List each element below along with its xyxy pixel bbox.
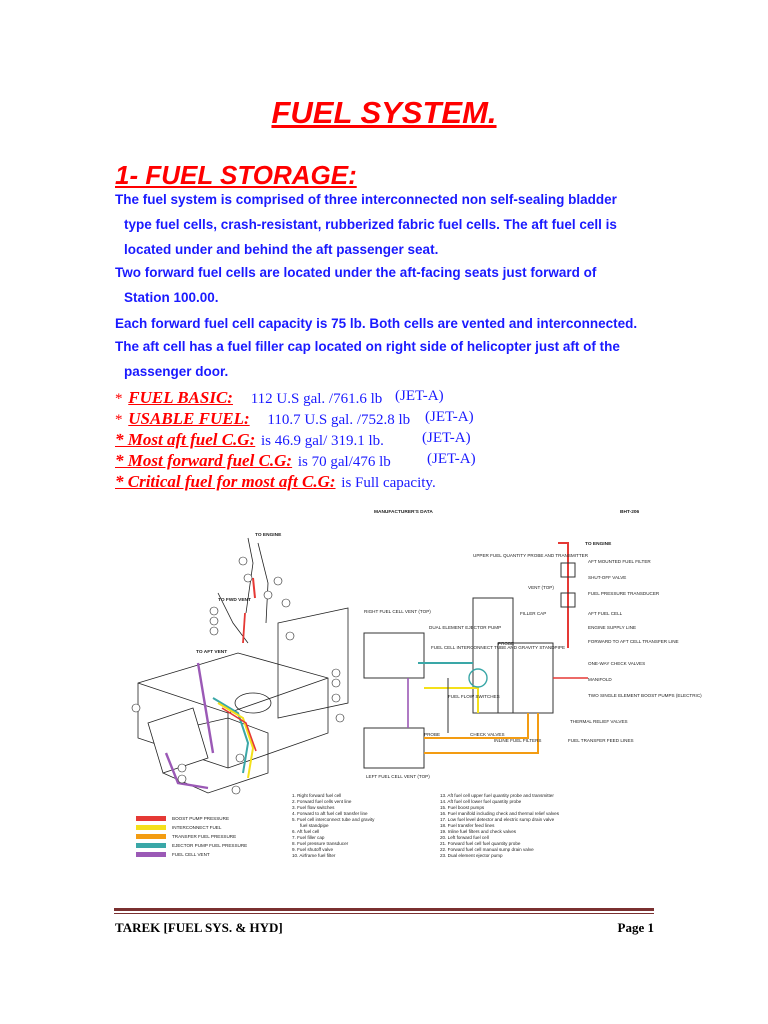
label-thermal-relief: THERMAL RELIEF VALVES [570, 719, 628, 724]
spec-fuel-type: (JET-A) [427, 451, 476, 467]
label-check-valves: ONE-WAY CHECK VALVES [588, 661, 646, 666]
part-item: 14. Aft fuel cell lower fuel quantity probe [440, 799, 522, 804]
footer-rule [114, 908, 654, 911]
legend-label: BOOST PUMP PRESSURE [172, 816, 230, 821]
paragraph-storage-4 [115, 334, 675, 384]
spec-label: FUEL BASIC: [128, 388, 233, 407]
parts-list-right [440, 793, 560, 858]
label-ejector-pump: DUAL ELEMENT EJECTOR PUMP [429, 625, 502, 630]
spec-fuel-type: (JET-A) [422, 430, 471, 446]
label-transfer-feed: FUEL TRANSFER FEED LINES [568, 738, 634, 743]
label-probe: PROBE [498, 641, 515, 646]
part-item: 5. Fuel cell interconnect tube and gravity [292, 817, 375, 822]
part-item: 15. Fuel boost pumps [440, 805, 485, 810]
part-item: 19. Inline fuel filters and check valves [440, 829, 517, 834]
text-line: Station 100.00. [124, 290, 219, 305]
page-number: Page 1 [617, 920, 654, 935]
part-item: 2. Forward fuel cells vent line [292, 799, 352, 804]
part-item: 6. Aft fuel cell [292, 829, 320, 834]
text-line: Each forward fuel cell capacity is 75 lb. Both cells are vented and interconnected. [115, 316, 638, 331]
part-item: 9. Fuel shutoff valve [292, 847, 334, 852]
spec-label: * Most aft fuel C.G: [115, 430, 256, 449]
part-item: 17. Low fuel level detector and electric sump drain valve [440, 817, 555, 822]
label-shutoff-valve: SHUT-OFF VALVE [588, 575, 627, 580]
spec-fuel-type: (JET-A) [425, 409, 474, 425]
label-boost-pumps: TWO SINGLE ELEMENT BOOST PUMPS (ELECTRIC) [588, 693, 702, 698]
label-to-engine: TO ENGINE [585, 542, 612, 547]
label-flow-switches: FUEL FLOW SWITCHES [448, 694, 500, 699]
label-probe-2: PROBE [424, 732, 441, 737]
part-item: 7. Fuel filler cap [292, 835, 325, 840]
text-line: located under and behind the aft passenger seat. [124, 242, 439, 257]
fuel-system-diagram-svg [118, 503, 702, 865]
text-line: The aft cell has a fuel filler cap located on right side of helicopter just aft of the [115, 339, 620, 354]
label-filler-cap: FILLER CAP [520, 611, 547, 616]
page-title: FUEL SYSTEM. [271, 95, 497, 130]
part-item: 8. Fuel pressure transducer [292, 841, 349, 846]
part-item: 16. Fuel manifold including check and thermal relief valves [440, 811, 559, 816]
label-right-vent: RIGHT FUEL CELL VENT (TOP) [364, 609, 431, 614]
part-item: 13. Aft fuel cell upper fuel quantity probe and transmitter [440, 793, 554, 798]
text-line: The fuel system is comprised of three interconnected non self-sealing bladder [115, 192, 617, 207]
text-line: passenger door. [124, 364, 229, 379]
bullet-star: * [115, 412, 123, 428]
label-interconnect-tube: FUEL CELL INTERCONNECT TUBE AND GRAVITY STANDPIPE [431, 645, 566, 650]
label-vent-top: VENT (TOP) [528, 585, 554, 590]
label-pressure-transducer: FUEL PRESSURE TRANSDUCER [588, 591, 660, 596]
label-fwd-aft-transfer: FORWARD TO AFT CELL TRANSFER LINE [588, 639, 679, 644]
spec-value: is Full capacity. [341, 475, 436, 491]
spec-value: 112 U.S gal. /761.6 lb [250, 391, 383, 407]
part-item: 10. Airframe fuel filter [292, 853, 336, 858]
spec-value: is 70 gal/476 lb [297, 454, 391, 470]
parts-list-left [292, 793, 375, 858]
part-item: 18. Fuel transfer feed lines [440, 823, 495, 828]
spec-usable-fuel [115, 409, 474, 429]
fuel-system-diagram [118, 503, 702, 865]
part-item: 21. Forward fuel cell fuel quantity probe [440, 841, 521, 846]
spec-value: 110.7 U.S gal. /752.8 lb [267, 412, 411, 428]
part-item: 20. Left forward fuel cell [440, 835, 489, 840]
paragraph-storage-2 [115, 260, 675, 310]
diagram-header-right: BHT-206 [620, 510, 640, 515]
part-item: 22. Forward fuel cell manual sump drain valve [440, 847, 534, 852]
label-upper-probe: UPPER FUEL QUANTITY PROBE AND TRANSMITTER [473, 553, 589, 558]
label-aft-fuel-cell: AFT FUEL CELL [588, 611, 623, 616]
left-label-to-engine: TO ENGINE [255, 533, 282, 538]
footer-title: TAREK [FUEL SYS. & HYD] [115, 920, 283, 935]
legend-label: FUEL CELL VENT [172, 852, 210, 857]
left-label-to-aft-vent: TO AFT VENT [196, 650, 228, 655]
label-check-valves-2: CHECK VALVES [470, 732, 505, 737]
diagram-header-left: MANUFACTURER'S DATA [374, 510, 433, 515]
legend-label: INTERCONNECT FUEL [172, 825, 222, 830]
spec-label: * Most forward fuel C.G: [115, 451, 293, 470]
label-engine-supply: ENGINE SUPPLY LINE [588, 625, 637, 630]
spec-fuel-type: (JET-A) [395, 388, 444, 404]
part-item: 23. Dual element ejector pump [440, 853, 503, 858]
part-item: fuel standpipe [300, 823, 329, 828]
section-heading: 1- FUEL STORAGE: [115, 160, 357, 190]
part-item: 3. Fuel flow switches [292, 805, 335, 810]
label-inline-filters: INLINE FUEL FILTERS [494, 738, 542, 743]
bullet-star: * [115, 391, 123, 407]
spec-most-aft-cg [115, 430, 471, 450]
text-line: type fuel cells, crash-resistant, rubberized fabric fuel cells. The aft fuel cell is [124, 217, 617, 232]
spec-critical-fuel [115, 472, 436, 492]
legend-label: TRANSFER FUEL PRESSURE [172, 834, 237, 839]
paragraph-storage-3 [115, 311, 675, 336]
spec-fuel-basic [115, 388, 444, 408]
label-manifold: MANIFOLD [588, 677, 612, 682]
part-item: 1. Right forward fuel cell [292, 793, 342, 798]
spec-label: USABLE FUEL: [128, 409, 250, 428]
label-aft-filter: AFT MOUNTED FUEL FILTER [588, 559, 651, 564]
text-line: Two forward fuel cells are located under the aft-facing seats just forward of [115, 265, 597, 280]
paragraph-storage-1 [115, 187, 675, 262]
isometric-fuel-cells [138, 538, 348, 793]
footer-rule-thin [114, 913, 654, 914]
spec-label: * Critical fuel for most aft C.G: [115, 472, 336, 491]
diagram-legend [136, 816, 247, 857]
label-left-vent: LEFT FUEL CELL VENT (TOP) [366, 774, 430, 779]
part-item: 4. Forward to aft fuel cell transfer line [292, 811, 368, 816]
spec-value: is 46.9 gal/ 319.1 lb. [261, 433, 384, 449]
left-label-to-fwd-vent: TO FWD VENT [218, 598, 251, 603]
legend-label: EJECTOR PUMP FUEL PRESSURE [172, 843, 248, 848]
spec-most-forward-cg [115, 451, 476, 471]
right-schematic-labels [364, 541, 702, 779]
